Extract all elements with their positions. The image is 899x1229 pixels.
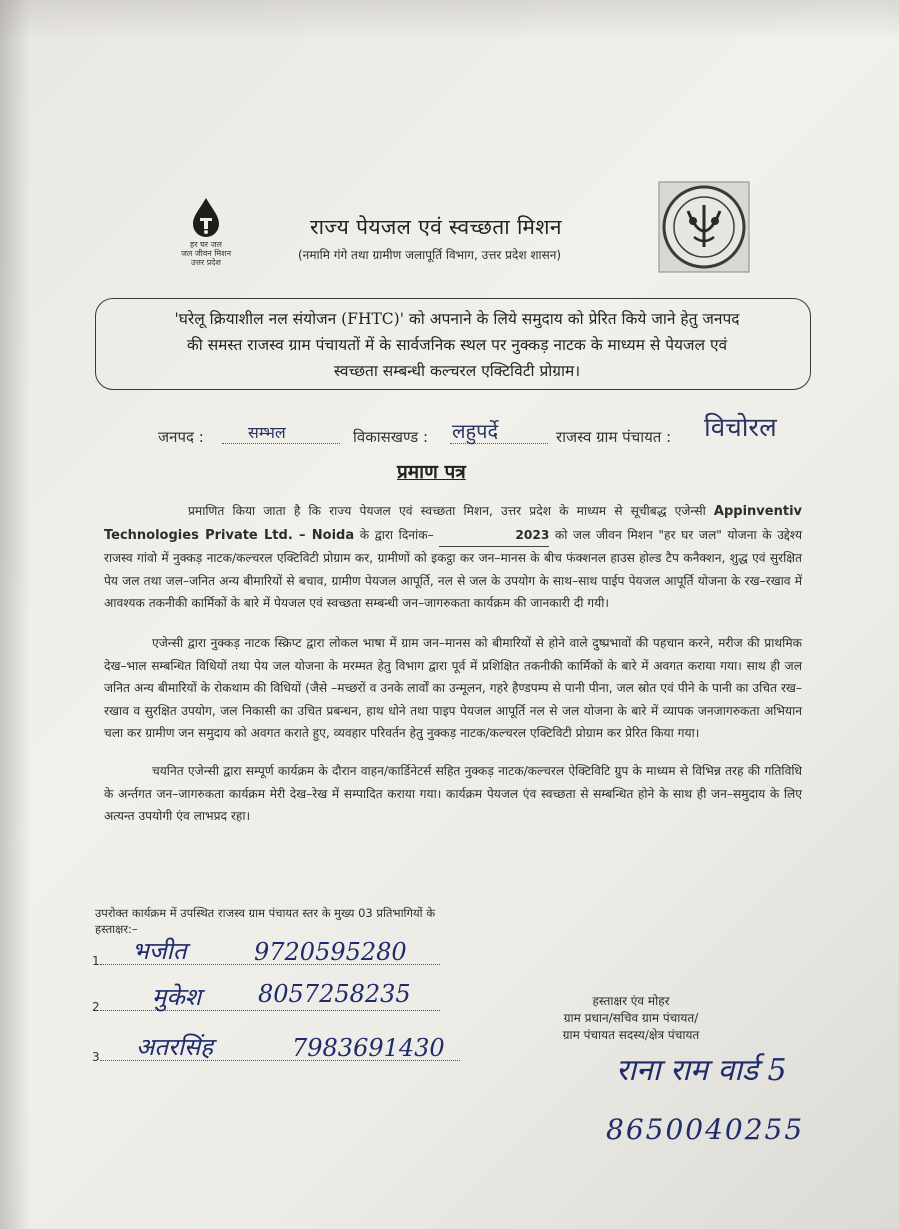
vikaskhand-label: विकासखण्ड : (353, 428, 429, 446)
panchayat-field (700, 408, 870, 444)
attendee-number: 3 (92, 1050, 100, 1064)
vikaskhand-field (450, 421, 548, 444)
program-title-line-2: की समस्त राजस्व ग्राम पंचायतों में के सार्वजनिक स्थल पर नुक्कड़ नाटक के माध्यम से पेयजल एवं (186, 336, 728, 354)
signatory-handwritten-name: राना राम वार्ड 5 (616, 1053, 787, 1088)
signature-line (100, 1010, 440, 1011)
program-date (439, 524, 549, 548)
attendee-row-2 (92, 980, 472, 1020)
attendees-note-line-1: उपरोक्त कार्यक्रम में उपस्थित राजस्व ग्राम पंचायत स्तर के मुख्य 03 प्रतिभागियों के (95, 906, 436, 920)
paragraph-3: चयनित एजेन्सी द्वारा सम्पूर्ण कार्यक्रम के दौरान वाहन/कार्डिनेटर्स सहित नुक्कड़ नाटक/कल्चरल ऐक्टिविटि ग्रुप के माध्यम से विभिन्न तरह की गतिविधि के अर्न्तगत जन–जागरुकता कार्यक्रम मेरी देख–रेख में सम्पादित कराया गया। कार्यक्रम पेयजल एंव स्वच्छता से सम्बन्धित होने के साथ ही जन–समुदाय के लिए अत्यन्त उपयोगी एंव लाभप्रद रहा। (104, 764, 802, 823)
janpad-field (222, 421, 340, 444)
paragraph-1-start: प्रमाणित किया जाता है कि राज्य पेयजल एवं स्वच्छता मिशन, उत्तर प्रदेश के माध्यम से सूचीबद्ध एजेन्सी (188, 504, 706, 518)
page-top-shade (0, 0, 899, 40)
paragraph-1-rest: को जल जीवन मिशन "हर घर जल" योजना के उद्देश्य राजस्व गांवो में नुक्कड़ नाटक/कल्चरल एक्टिविटी प्रोग्राम कर, ग्रामीणों को इकट्ठा कर जन–मानस के बीच फंक्शनल हाउस होल्ड टैप कनैक्शन, शुद्ध एवं सुरक्षित पेय जल तथा जल–जनित अन्य बीमारियों से बचाव, ग्रामीण पेयजल आपूर्ति, नल से जल के उपयोग के साथ–साथ पाईप पेयजल आपूर्ति योजना के रख–रखाव में आवश्यक तकनीकी कार्मिकों के बारे में पेयजल एवं स्वच्छता सम्बन्धी जन–जागरुकता कार्यक्रम की जानकारी दी गयी। (104, 527, 803, 610)
logo-caption-2: जल जीवन मिशन (180, 249, 232, 258)
program-title-line-1: 'घरेलू क्रियाशील नल संयोजन (FHTC)' को अपनाने के लिये समुदाय को प्रेरित किये जाने हेतु जनपद (174, 310, 740, 328)
org-title: राज्य पेयजल एवं स्वच्छता मिशन (310, 215, 562, 239)
attendee-number: 1 (92, 954, 100, 968)
up-government-seal-icon (658, 181, 750, 273)
attendee-name: मुकेश (152, 983, 202, 1011)
certificate-title: प्रमाण पत्र (397, 461, 466, 483)
water-drop-icon (189, 196, 223, 240)
attendee-row-3 (92, 1030, 482, 1070)
attendees-note (95, 905, 515, 937)
signatory-line-1: हस्ताक्षर एंव मोहर (592, 994, 670, 1008)
signatory-handwritten-phone: 8650040255 (606, 1113, 805, 1146)
janpad-value: सम्भल (248, 423, 286, 442)
logo-caption-1: हर घर जल (190, 240, 222, 249)
attendee-phone: 7983691430 (292, 1034, 445, 1062)
paragraph-2: एजेन्सी द्वारा नुक्कड़ नाटक स्क्रिप्ट द्वारा लोकल भाषा में ग्राम जन–मानस को बीमारियों से होने वाले दुष्प्रभावों की पहचान करने, मरीज की प्राथमिक देख–भाल सम्बन्धित विधियों तथा पेय जल योजना के मरम्मत हेतु विभाग द्वारा पूर्व में प्रशिक्षित तकनीकी कार्मिकों के बारे में अवगत कराया गया। साथ ही जल जनित अन्य बीमारियों के रोकथाम की विधियों (जैसे –मच्छरों व उनके लार्वों का उन्मूलन, गहरे हैण्डपम्प से पानी पीना, जल स्रोत एवं पीने के पानी का उचित रख–रखाव व सुरक्षित उपयोग, जल निकासी का उचित प्रबन्धन, हाथ धोने तथा पाइप पेयजल आपूर्ति नल से जल योजना के बारे में व्यापक जनजागरुकता अभियान चला कर ग्रामीण जन समुदाय को अवगत कराते हुए, व्यवहार परिवर्तन हेतु नुक्कड़ नाटक/कल्चरल एक्टिविटी प्रोग्राम कर प्रेरित किया गया। (104, 636, 802, 740)
org-subtitle: (नमामि गंगे तथा ग्रामीण जलापूर्ति विभाग, उत्तर प्रदेश शासन) (298, 248, 562, 262)
attendee-phone: 9720595280 (254, 938, 407, 966)
attendee-number: 2 (92, 1000, 100, 1014)
paragraph-1 (104, 500, 802, 615)
logo-caption-3: उत्तर प्रदेश (191, 258, 221, 267)
panchayat-value: विचोरल (704, 413, 777, 443)
signatory-block (526, 993, 736, 1044)
har-ghar-jal-logo (170, 196, 242, 267)
signatory-line-2: ग्राम प्रधान/सचिव ग्राम पंचायत/ (563, 1011, 699, 1025)
janpad-label: जनपद : (158, 428, 204, 446)
attendee-phone: 8057258235 (258, 980, 411, 1008)
program-title-text (112, 306, 802, 384)
vikaskhand-value: लहुपर्दे (452, 419, 499, 443)
panchayat-label: राजस्व ग्राम पंचायत : (556, 428, 672, 446)
attendees-note-line-2: हस्ताक्षर:– (95, 922, 138, 936)
signatory-line-3: ग्राम पंचायत सदस्य/क्षेत्र पंचायत (562, 1028, 700, 1042)
program-year: 2023 (515, 527, 550, 542)
paragraph-1-date-prefix: के द्वारा दिनांक– (359, 527, 434, 542)
attendee-name: भजीत (132, 937, 187, 965)
attendee-name: अतरसिंह (136, 1033, 214, 1061)
attendee-row-1 (92, 934, 472, 974)
program-title-line-3: स्वच्छता सम्बन्धी कल्चरल एक्टिविटी प्रोग्राम। (333, 362, 581, 380)
page-edge-shadow (0, 0, 30, 1229)
agency-name: Appinventiv Technologies Private Ltd. – Noida (104, 504, 802, 543)
